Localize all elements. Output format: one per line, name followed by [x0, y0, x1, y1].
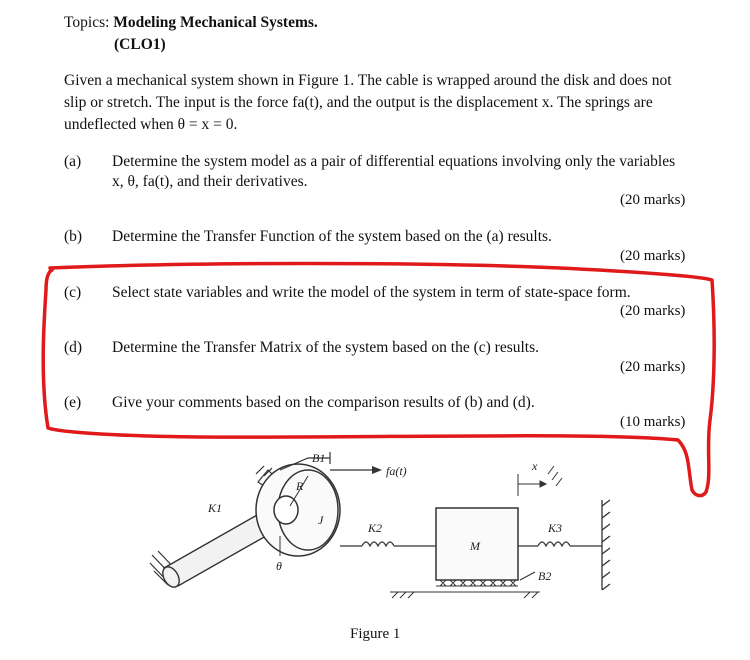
question-a-marks: (20 marks) — [620, 192, 686, 208]
question-a-label: (a) — [64, 153, 82, 170]
question-e-line-1: Give your comments based on the comparison results of (b) and (d). — [112, 394, 535, 411]
question-d-line-1: Determine the Transfer Matrix of the system based on the (c) results. — [112, 339, 540, 356]
label-j: J — [318, 513, 324, 527]
disk-j — [256, 464, 340, 556]
figure-caption: Figure 1 — [350, 626, 401, 642]
question-e-marks: (10 marks) — [620, 414, 686, 430]
displacement-x-arrow-icon — [518, 466, 562, 496]
question-d-label: (d) — [64, 339, 83, 356]
question-c-label: (c) — [64, 284, 82, 301]
question-e-label: (e) — [64, 394, 82, 411]
topics-title: Modeling Mechanical Systems. — [113, 14, 318, 31]
label-k1: K1 — [208, 501, 223, 515]
spring-k3-icon — [518, 542, 602, 546]
question-b-marks: (20 marks) — [620, 248, 686, 264]
label-m: M — [470, 539, 480, 553]
label-fa: fa(t) — [386, 464, 407, 478]
intro-line-3: undeflected when θ = x = 0. — [64, 116, 238, 133]
label-theta: θ — [276, 559, 282, 573]
label-b1: B1 — [312, 451, 326, 465]
question-b-label: (b) — [64, 228, 83, 245]
label-x: x — [532, 459, 538, 473]
spring-k2-icon — [340, 542, 436, 546]
right-wall-icon — [602, 500, 610, 590]
question-b-line-1: Determine the Transfer Function of the system based on the (a) results. — [112, 228, 552, 245]
label-b2: B2 — [538, 569, 552, 583]
question-a-line-1: Determine the system model as a pair of differential equations involving only the variables — [112, 153, 676, 170]
topics-prefix: Topics: — [64, 14, 114, 31]
clo-label: (CLO1) — [114, 36, 166, 53]
ground-icon — [390, 592, 540, 598]
question-c-line-1: Select state variables and write the model of the system in term of state-space form. — [112, 284, 631, 301]
intro-line-2: slip or stretch. The input is the force fa(t), and the output is the displacement x. The springs are — [64, 94, 653, 111]
question-c-marks: (20 marks) — [620, 303, 686, 319]
topics-line — [64, 13, 318, 33]
question-a-line-2: x, θ, fa(t), and their derivatives. — [112, 173, 308, 190]
intro-line-1: Given a mechanical system shown in Figure 1. The cable is wrapped around the disk and does not — [64, 72, 672, 89]
label-k2: K2 — [368, 521, 383, 535]
question-d-marks: (20 marks) — [620, 359, 686, 375]
mechanical-system-figure — [140, 440, 620, 610]
label-r: R — [296, 479, 304, 493]
label-k3: K3 — [548, 521, 563, 535]
